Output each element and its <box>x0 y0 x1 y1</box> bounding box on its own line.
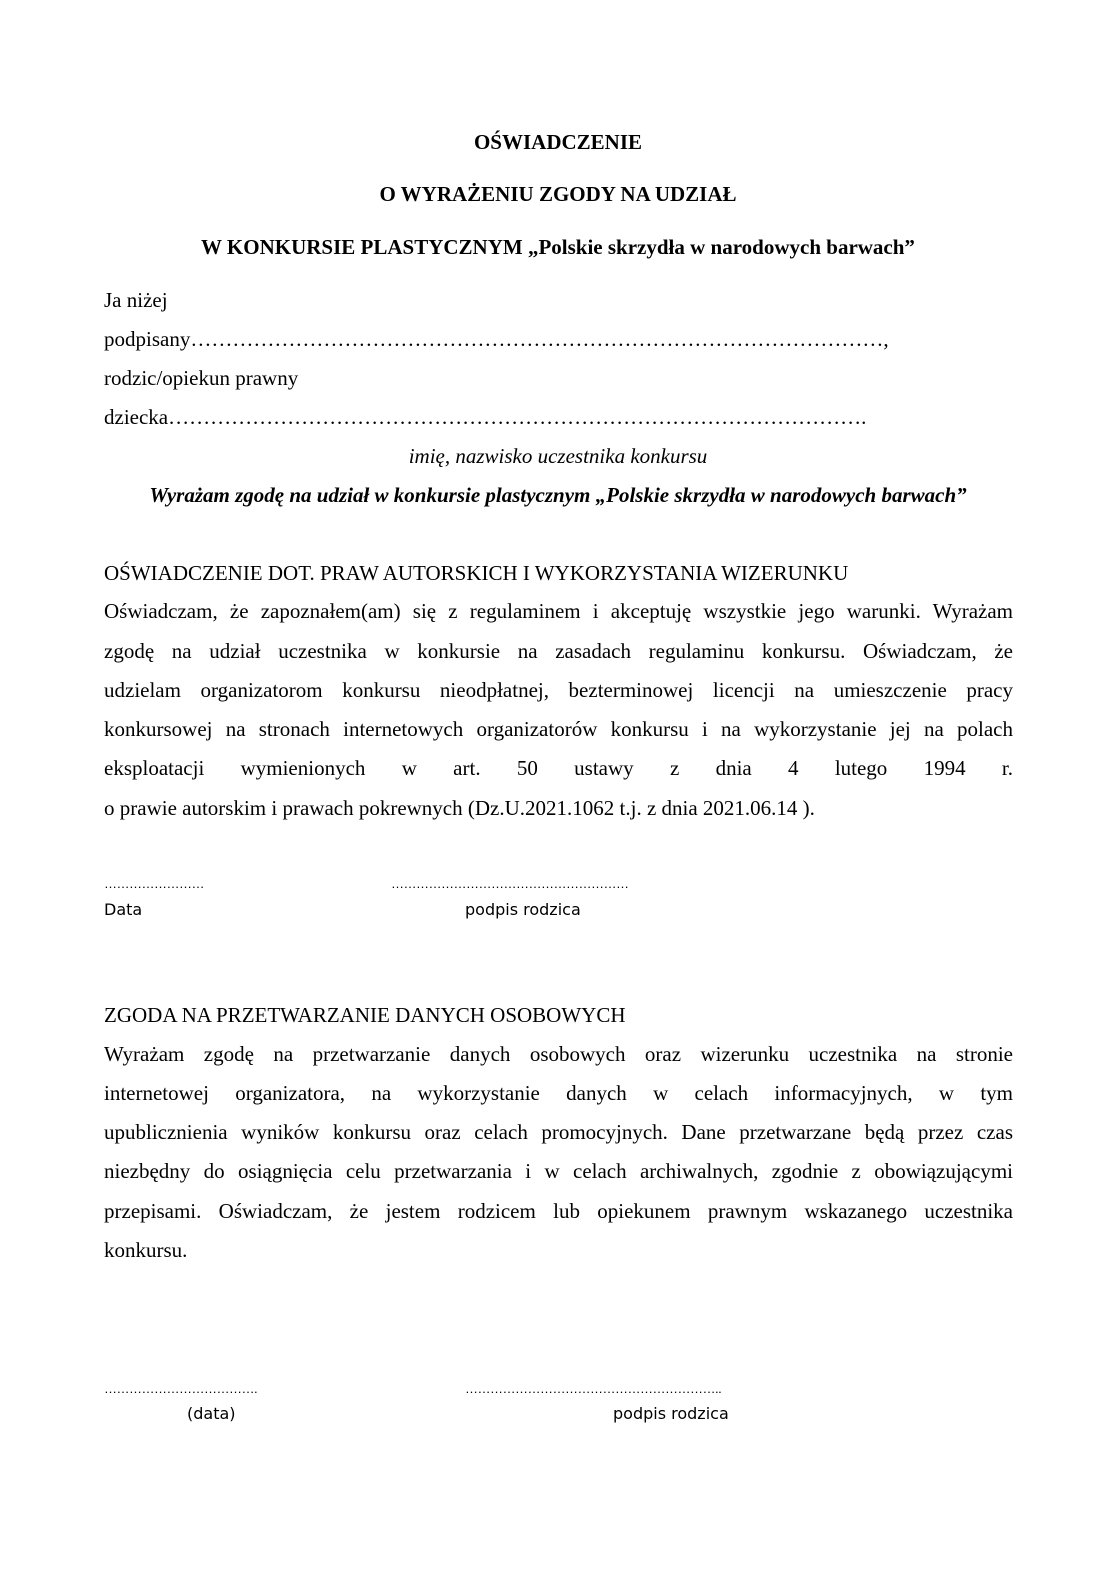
signer-name-field[interactable]: podpisany………………………………………………………………………………………, <box>104 327 889 351</box>
copyright-text-line: eksploatacji wymienionych w art. 50 ustawy z dnia 4 lutego 1994 r. <box>104 756 1013 780</box>
data-text-line: internetowej organizatora, na wykorzystanie danych w celach informacyjnych, w tym <box>104 1081 1013 1105</box>
copyright-text-line: Oświadczam, że zapoznałem(am) się z regulaminem i akceptuję wszystkie jego warunki. Wyrażam <box>104 599 1013 623</box>
identity-line-3: rodzic/opiekun prawny <box>104 366 299 390</box>
parent-signature-field[interactable]: ………………………………………………… <box>391 876 629 891</box>
parent-signature-field[interactable]: …………………………………………………….. <box>465 1381 722 1396</box>
date-label: Data <box>104 900 143 919</box>
child-name-field[interactable]: dziecka………………………………………………………………………………………. <box>104 405 867 429</box>
data-text-line: niezbędny do osiągnięcia celu przetwarzania i w celach archiwalnych, zgodnie z obowiązującymi <box>104 1159 1013 1183</box>
parent-signature-label: podpis rodzica <box>465 900 581 919</box>
data-text-line: Wyrażam zgodę na przetwarzanie danych osobowych oraz wizerunku uczestnika na stronie <box>104 1042 1013 1066</box>
copyright-text-line: o prawie autorskim i prawach pokrewnych (Dz.U.2021.1062 t.j. z dnia 2021.06.14 ). <box>104 796 815 820</box>
date-field[interactable]: …………………… <box>104 876 204 891</box>
copyright-text-line: konkursowej na stronach internetowych organizatorów konkursu i na wykorzystanie jej na polach <box>104 717 1013 741</box>
data-text-line: konkursu. <box>104 1238 188 1262</box>
title-line-1: OŚWIADCZENIE <box>473 130 643 154</box>
copyright-text-line: udzielam organizatorom konkursu nieodpłatnej, bezterminowej licencji na umieszczenie pracy <box>104 678 1013 702</box>
date-label: (data) <box>187 1404 236 1423</box>
data-processing-heading: ZGODA NA PRZETWARZANIE DANYCH OSOBOWYCH <box>104 1003 626 1027</box>
title-line-2: O WYRAŻENIU ZGODY NA UDZIAŁ <box>379 182 737 206</box>
copyright-text-line: zgodę na udział uczestnika w konkursie na zasadach regulaminu konkursu. Oświadczam, że <box>104 639 1013 663</box>
identity-line-1: Ja niżej <box>104 288 168 312</box>
child-name-hint: imię, nazwisko uczestnika konkursu <box>408 444 708 468</box>
data-text-line: przepisami. Oświadczam, że jestem rodzicem lub opiekunem prawnym wskazanego uczestnika <box>104 1199 1013 1223</box>
date-field[interactable]: ………………………………. <box>104 1381 258 1396</box>
copyright-heading: OŚWIADCZENIE DOT. PRAW AUTORSKICH I WYKORZYSTANIA WIZERUNKU <box>104 561 849 585</box>
parent-signature-label: podpis rodzica <box>613 1404 729 1423</box>
data-text-line: upublicznienia wyników konkursu oraz celach promocyjnych. Dane przetwarzane będą przez czas <box>104 1120 1013 1144</box>
participation-consent: Wyrażam zgodę na udział w konkursie plastycznym „Polskie skrzydła w narodowych barwach” <box>149 483 967 507</box>
title-line-3: W KONKURSIE PLASTYCZNYM „Polskie skrzydła w narodowych barwach” <box>201 235 915 259</box>
